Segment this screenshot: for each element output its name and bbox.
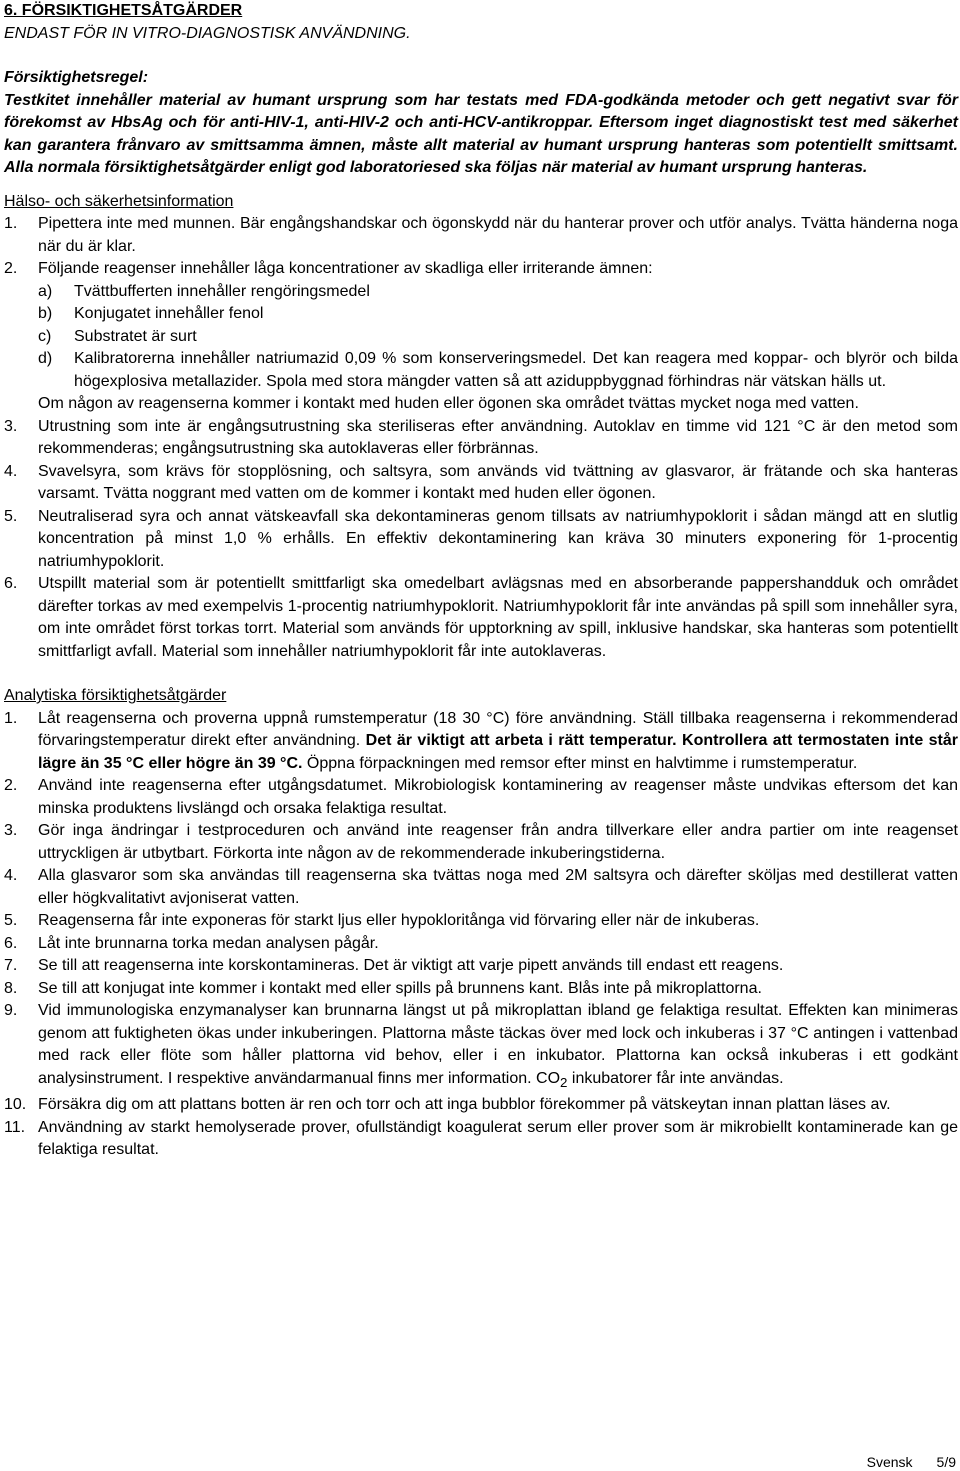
health-heading: Hälso- och säkerhetsinformation (4, 192, 234, 210)
warning-body-italic: Eftersom inget diagnostiskt test med säkerhet kan garantera frånvaro av smittsamma ämnen, måste allt material av humant ursprung hanteras som potentiellt smittsamt. Alla normala försiktighetsåtgärder enligt god laboratoriesed ska följas när material av humant ursprung hanteras. (4, 114, 959, 176)
reagent-subitem-b: b) Konjugatet innehåller fenol (38, 305, 264, 322)
health-item-2: 2. Följande reagenser innehåller låga koncentrationer av skadliga eller irriterande ämnen: a) Tvättbufferten innehåller rengöringsmedel b) Konjugatet innehåller fenol c) Substratet är surt d) Kalibratorerna innehåller natriumazid 0,09 % som konserveringsmedel. Det kan reagera med koppar- och blyrör och bilda högexplosiva metallazider. Spola med stora mängder vatten så att aziduppbyggnad förhindras när vätskan hälls ut. Om någon av reagenserna kommer i kontakt med huden eller ögonen ska området tvättas mycket noga med vatten. (4, 258, 958, 416)
analytic-item-5: 5. Reagenserna får inte exponeras för starkt ljus eller hypokloritånga vid förvaring eller när de inkuberas. (4, 912, 760, 929)
health-item-1: 1. Pipettera inte med munnen. Bär engångshandskar och ögonskydd när du hanterar prover och utför analys. Tvätta händerna noga när du är klar. (4, 215, 958, 255)
warning-body (4, 90, 958, 180)
health-item-4: 4. Svavelsyra, som krävs för stopplösning, och saltsyra, som används vid tvättning av glasvaror, är frätande och ska hanteras varsamt. Tvätta noggrant med vatten om de kommer i kontakt med huden eller ögonen. (4, 462, 958, 502)
analytic-item-9: 9. Vid immunologiska enzymanalyser kan brunnarna längst ut på mikroplattan ibland ge felaktiga resultat. Effekten kan minimeras genom att fuktigheten ökas under inkuberingen. Plattorna måste täckas över med lock och inkuberas i 37 °C antingen i vattenbad med rack eller flöte som håller plattorna vid behov, eller i en inkubator. Plattorna kan också inkuberas i ett godkänt analysinstrument. I respektive användarmanual finns mer information. $CO_2$ inkubatorer får inte användas. (4, 1002, 958, 1090)
analytic-item-6: 6. Låt inte brunnarna torka medan analysen pågår. (4, 934, 379, 952)
warning-body-text: Testkitet innehåller material av humant ursprung som har testats med FDA-godkända metoder och gett negativt svar för förekomst av HbsAg och för anti-HIV-1, anti-HIV-2 och anti-HCV-antikroppar. (4, 91, 958, 131)
health-item-3: 3. Utrustning som inte är engångsutrustning ska steriliseras efter användning. Autoklav en timme vid 121 °C är den metod som rekommenderas; engångsutrustning ska autoklaveras eller förbrännas. (4, 417, 958, 457)
analytic-heading: Analytiska försiktighetsåtgärder (4, 687, 227, 704)
co2-subscript: 2 (560, 1074, 568, 1090)
health-item-6: 6. Utspillt material som är potentiellt smittfarligt ska omedelbart avlägsnas med en absorberande pappershandduk och området därefter torkas av med exempelvis 1-procentig natriumhypoklorit. Natriumhypoklorit får inte användas på spill som innehåller syra, om inte området först torkas torrt. Material som används för upptorkning av spill, inklusive handskar, ska hanteras som potentiellt smittfarligt avfall. Material som innehåller natriumhypoklorit får inte autoklaveras. (4, 575, 958, 660)
analytic-list (4, 708, 958, 1162)
reagent-subitem-a: a) Tvättbufferten innehåller rengöringsmedel (38, 282, 370, 300)
document-page (4, 0, 958, 1162)
reagent-contact-note: Om någon av reagenserna kommer i kontakt med huden eller ögonen ska området tvättas mycket noga med vatten. (38, 395, 859, 412)
health-list (4, 213, 958, 663)
reagent-subitem-c: c) Substratet är surt (38, 327, 197, 345)
reagent-sublist (38, 281, 958, 394)
footer-language: Svensk (866, 1454, 913, 1470)
reagent-subitem-d: d) Kalibratorerna innehåller natriumazid 0,09 % som konserveringsmedel. Det kan reagera med koppar- och blyrör och bilda högexplosiva metallazider. Spola med stora mängder vatten så att aziduppbyggnad förhindras när vätskan hälls ut. (38, 350, 958, 390)
analytic-item-10: 10. Försäkra dig om att plattans botten är ren och torr och att inga bubblor förekommer på vätskeytan innan plattan läses av. (4, 1096, 891, 1114)
health-item-5: 5. Neutraliserad syra och annat vätskeavfall ska dekontamineras genom tillsats av natriumhypoklorit i sådan mängd att en slutlig koncentration på minst 1,0 % erhålls. En effektiv dekontaminering kan kräva 30 minuters exponering för 1-procentig natriumhypoklorit. (4, 507, 958, 570)
section-subtitle: ENDAST FÖR IN VITRO-DIAGNOSTISK ANVÄNDNING. (4, 24, 411, 42)
analytic-item-1: 1. Låt reagenserna och proverna uppnå rumstemperatur (18 30 °C) före användning. Ställ tillbaka reagenserna i rekommenderad förvaringstemperatur direkt efter användning. Det är viktigt att arbeta i rätt temperatur. Kontrollera att termostaten inte står lägre än 35 °C eller högre än 39 °C. Öppna förpackningen med remsor efter minst en halvtimme i rumstemperatur. (4, 709, 959, 772)
footer-page-number: 5/9 (936, 1454, 956, 1470)
analytic-item-3: 3. Gör inga ändringar i testproceduren och använd inte reagenser från andra tillverkare eller andra partier om inte reagenset uttryckligen är utbytbart. Förkorta inte någon av de rekommenderade inkuberingstiderna. (4, 822, 958, 862)
warning-heading: Försiktighetsregel: (4, 69, 149, 86)
analytic-item-2: 2. Använd inte reagenserna efter utgångsdatumet. Mikrobiologisk kontaminering av reagenser måste undvikas eftersom det kan minska produktens livslängd och orsaka felaktiga resultat. (4, 777, 958, 817)
temperature-warning: Det är viktigt att arbeta i rätt temperatur. Kontrollera att termostaten inte står lägre än 35 °C eller högre än 39 °C. (38, 732, 959, 772)
analytic-item-4: 4. Alla glasvaror som ska användas till reagenserna ska tvättas noga med 2M saltsyra och därefter sköljas med destillerat vatten eller högkvalitativt avjoniserat vatten. (4, 867, 958, 907)
section-title: 6. FÖRSIKTIGHETSÅTGÄRDER (4, 2, 243, 19)
analytic-item-11: 11. Användning av starkt hemolyserade prover, ofullständigt koagulerat serum eller prover som är mikrobiellt kontaminerade kan ge felaktiga resultat. (4, 1118, 958, 1159)
analytic-item-7: 7. Se till att reagenserna inte korskontamineras. Det är viktigt att varje pipett används till endast ett reagens. (4, 957, 784, 974)
page-footer (843, 1453, 956, 1471)
analytic-item-8: 8. Se till att konjugat inte kommer i kontakt med eller spills på brunnens kant. Blås inte på mikroplattorna. (4, 979, 762, 997)
